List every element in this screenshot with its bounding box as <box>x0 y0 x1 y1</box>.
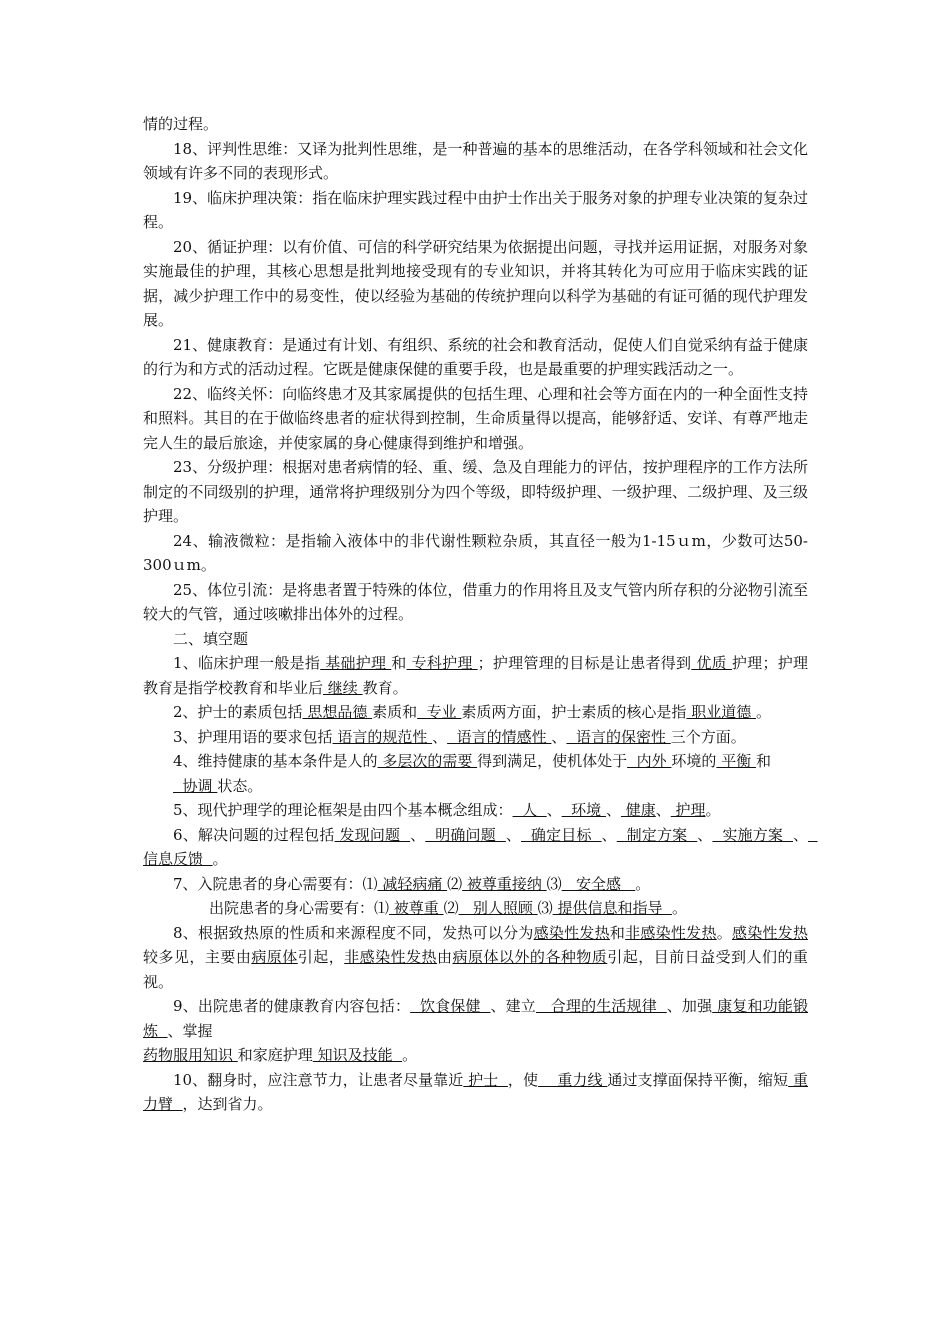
answer-blank: 语言的情感性 <box>447 727 552 746</box>
answer-blank: 环境 <box>561 801 606 819</box>
answer-blank: 知识及技能 <box>312 1046 403 1064</box>
question-text: 素质和 <box>372 703 418 721</box>
question-text: 、 <box>546 801 562 819</box>
fill-question-2 <box>143 700 808 725</box>
answer-blank: 安全感 <box>561 874 636 893</box>
answer-blank: 被尊重接纳 <box>462 874 547 893</box>
answer-blank: 非感染性发热 <box>344 948 438 966</box>
question-text: ⑵ <box>447 874 463 893</box>
answer-blank: 继续 <box>323 678 363 697</box>
definition-22: 22、临终关怀：向临终患才及其家属提供的包括生理、心理和社会等方面在内的一种全面性支持和照料。其目的在于做临终患者的症状得到控制，生命质量得以提高，能够舒适、安详、有尊严地走完人生的最后旅途，并使家属的身心健康得到维护和增强。 <box>143 384 808 452</box>
answer-blank: 制定方案 <box>616 825 698 844</box>
definition-20: 20、循证护理：以有价值、可信的科学研究结果为依据提出问题，寻找并运用证据，对服务对象实施最佳的护理，其核心思想是批判地接受现有的专业知识，并将其转化为可应用于临床实践的证据，减少护理工作中的易变性，使以经验为基础的传统护理向以科学为基础的有证可循的现代护理发展。 <box>143 237 808 329</box>
question-text: 、掌握 <box>167 1021 213 1040</box>
question-text: 6、解决问题的过程包括 <box>173 825 335 844</box>
question-text: ⑵ <box>443 899 459 917</box>
answer-blank: 语言的保密性 <box>566 727 671 746</box>
answer-blank: 专科护理 <box>406 654 478 672</box>
question-text: 、 <box>505 825 522 844</box>
fill-question-5 <box>143 798 808 823</box>
answer-blank: 康复和功能锻炼 <box>143 997 808 1040</box>
answer-blank: 护理 <box>670 801 706 819</box>
question-text: 出院患者的身心需要有：⑴ <box>209 899 390 917</box>
answer-blank: 病原体 <box>251 948 298 966</box>
question-text: 环境的 <box>671 752 717 770</box>
answer-blank: 健康 <box>620 801 656 819</box>
text-line: 情的过程。 <box>143 115 219 133</box>
question-text: 、 <box>605 801 621 819</box>
answer-blank: 人 <box>512 801 547 819</box>
question-text: ，达到省力。 <box>182 1095 273 1113</box>
question-text: 8、根据致热原的性质和来源程度不同，发热可以分为 <box>173 923 534 942</box>
answer-blank: 信息反馈 <box>143 825 818 868</box>
question-text: 、 <box>410 825 426 844</box>
section-heading: 二、填空题 <box>173 629 249 648</box>
question-text: 、 <box>697 825 713 844</box>
question-text: 较多见，主要由 <box>143 948 252 966</box>
question-text: ⑶ <box>537 899 553 917</box>
document-page <box>143 112 818 1117</box>
question-text: 4、维持健康的基本条件是人的 <box>173 752 378 770</box>
fill-question-4 <box>143 749 808 774</box>
answer-blank: 优质 <box>691 654 732 672</box>
answer-blank: 语言的规范性 <box>332 727 433 746</box>
definition-21: 21、健康教育：是通过有计划、有组织、系统的社会和教育活动，促使人们自觉采纳有益于健康的行为和方式的活动过程。它既是健康保健的重要手段，也是最重要的护理实践活动之一。 <box>143 335 808 378</box>
answer-blank: 思想品德 <box>302 703 373 721</box>
answer-blank: 明确问题 <box>425 825 506 844</box>
question-text: 和 <box>755 752 771 770</box>
definition-18: 18、评判性思维：又译为批判性思维，是一种普遍的基本的思维活动，在各学科领域和社会文化领域有许多不同的表现形式。 <box>143 139 808 182</box>
definition-23: 23、分级护理：根据对患者病情的轻、重、缓、急及自理能力的评估，按护理程序的工作方法所制定的不同级别的护理，通常将护理级别分为四个等级，即特级护理、一级护理、二级护理、及三级护理。 <box>143 458 808 525</box>
answer-blank: 平衡 <box>716 752 756 770</box>
question-text: 引起， <box>297 948 345 966</box>
fill-question-8 <box>143 921 808 995</box>
answer-blank: 多层次的需要 <box>377 752 478 770</box>
answer-blank: 病原体以外的各种物质 <box>452 948 608 966</box>
answer-blank: 别人照顾 <box>458 899 538 917</box>
answer-blank: 专业 <box>417 703 462 721</box>
answer-blank: 被尊重 <box>389 899 444 917</box>
question-text: 得到满足，使机体处于 <box>477 752 628 770</box>
fill-question-7 <box>143 872 808 897</box>
question-text: 和 <box>609 923 626 942</box>
fill-question-3 <box>143 725 808 750</box>
question-text: 。 <box>755 703 771 721</box>
answer-blank: 重力臂 <box>143 1070 808 1113</box>
question-text: 、 <box>655 801 671 819</box>
question-text: 。 <box>635 874 651 893</box>
answer-blank: 感染性发热 <box>731 923 808 942</box>
fill-question-9 <box>143 994 808 1043</box>
answer-blank: 药物服用知识 <box>143 1046 238 1064</box>
question-text: ，使 <box>507 1070 539 1089</box>
question-text: 、 <box>601 825 617 844</box>
question-text: 由 <box>437 948 453 966</box>
question-text: 。 <box>716 923 732 942</box>
fill-question-9-continued <box>143 1043 808 1068</box>
question-text: 3、护理用语的要求包括 <box>173 727 333 746</box>
question-text: 。 <box>212 850 228 868</box>
question-text: 和家庭护理 <box>237 1046 313 1064</box>
answer-blank: 确定目标 <box>521 825 602 844</box>
question-text: 、建立 <box>490 997 536 1015</box>
fill-question-10 <box>143 1068 808 1117</box>
answer-blank: 饮食保健 <box>410 997 491 1015</box>
question-text: 引起，目前日益受到人们的重视。 <box>143 948 808 991</box>
question-text: 10、翻身时，应注意节力，让患者尽量靠近 <box>173 1070 464 1089</box>
question-text: 、 <box>551 727 567 746</box>
definition-25: 25、体位引流：是将患者置于特殊的体位，借重力的作用将且及支气管内所存积的分泌物引流至较大的气管，通过咳嗽排出体外的过程。 <box>143 580 808 623</box>
answer-blank: 职业道德 <box>686 703 756 721</box>
question-text: 护理；护理教育是指学校教育和毕业后 <box>143 654 808 697</box>
question-text: 。 <box>705 801 721 819</box>
answer-blank: 基础护理 <box>320 654 392 672</box>
question-text: 通过支撑面保持平衡，缩短 <box>607 1070 789 1089</box>
answer-blank: 护士 <box>463 1070 508 1089</box>
question-text: 。 <box>671 899 687 917</box>
question-text: 。 <box>402 1046 418 1064</box>
question-text: 5、现代护理学的理论框架是由四个基本概念组成： <box>173 801 513 819</box>
question-text: 、 <box>792 825 808 844</box>
answer-blank: 感染性发热 <box>533 923 610 942</box>
answer-blank: 提供信息和指导 <box>552 899 672 917</box>
question-text: 三个方面。 <box>670 727 746 746</box>
question-text: 、加强 <box>666 997 713 1015</box>
answer-blank: 重力线 <box>538 1070 608 1089</box>
fill-question-1 <box>143 651 808 700</box>
answer-blank: 减轻病痛 <box>377 874 448 893</box>
answer-blank: 发现问题 <box>334 825 411 844</box>
question-text: 和 <box>391 654 407 672</box>
question-text: 9、出院患者的健康教育内容包括： <box>173 997 411 1015</box>
question-text: 教育。 <box>362 678 408 697</box>
question-text: 、 <box>432 727 448 746</box>
fill-question-7-discharge <box>143 896 808 921</box>
question-text: 状态。 <box>217 776 263 795</box>
fill-question-4-continued <box>143 774 808 799</box>
answer-blank: 合理的生活规律 <box>535 997 667 1015</box>
question-text: ；护理管理的目标是让患者得到 <box>477 654 692 672</box>
question-text: 1、临床护理一般是指 <box>173 654 321 672</box>
answer-blank: 非感染性发热 <box>625 923 717 942</box>
definition-19: 19、临床护理决策：指在临床护理实践过程中由护士作出关于服务对象的护理专业决策的复杂过程。 <box>143 188 808 231</box>
question-text: 素质两方面，护士素质的核心是指 <box>461 703 687 721</box>
definition-24: 24、输液微粒：是指输入液体中的非代谢性颗粒杂质，其直径一般为1-15ｕm，少数可达50-300ｕm。 <box>143 531 808 574</box>
answer-blank: 协调 <box>173 776 218 795</box>
answer-blank: 实施方案 <box>712 825 793 844</box>
fill-question-6 <box>143 823 818 872</box>
question-text: ⑶ <box>546 874 562 893</box>
answer-blank: 内外 <box>627 752 672 770</box>
question-text: 2、护士的素质包括 <box>173 703 303 721</box>
question-text: 7、入院患者的身心需要有：⑴ <box>173 874 378 893</box>
